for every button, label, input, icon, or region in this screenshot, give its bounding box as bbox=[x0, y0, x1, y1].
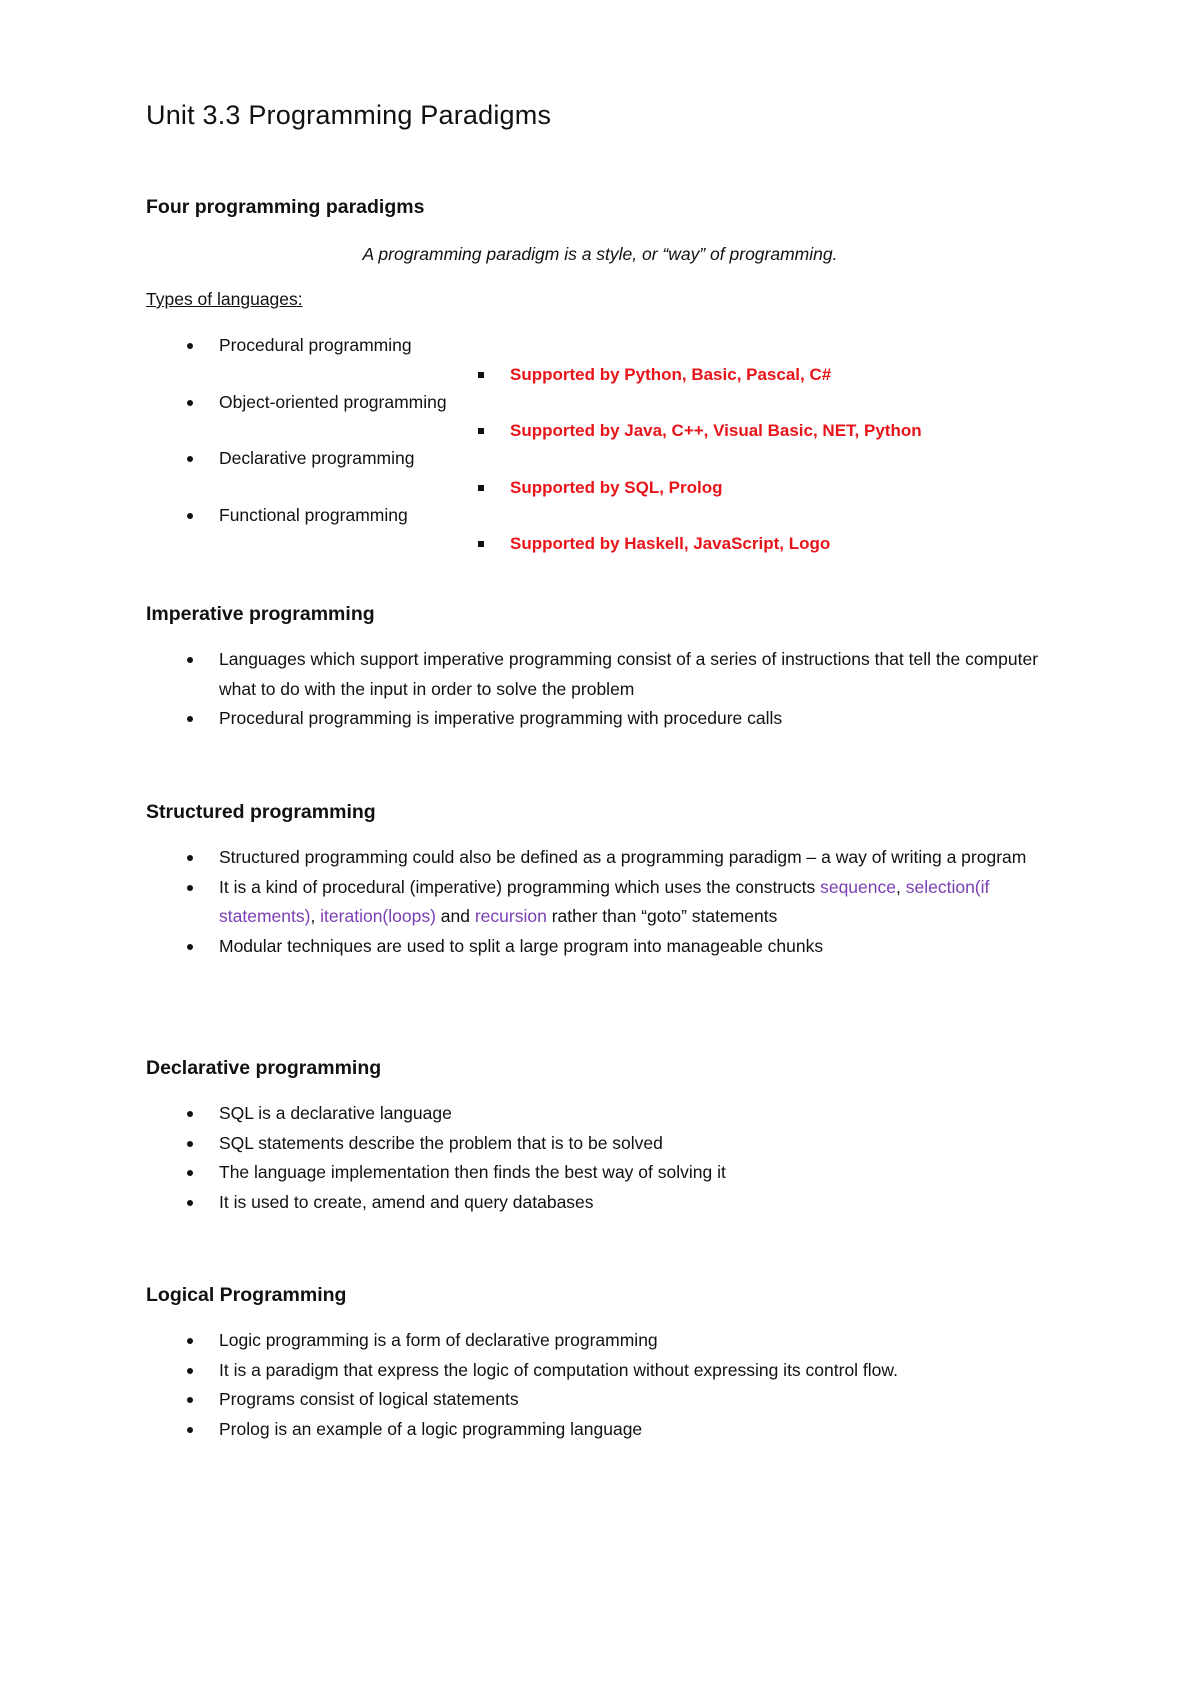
bullet-text: Procedural programming is imperative programming with procedure calls bbox=[219, 708, 783, 728]
support-text: Supported by SQL, Prolog bbox=[510, 477, 723, 497]
bullet-icon bbox=[187, 1338, 193, 1344]
separator-text: and bbox=[435, 906, 475, 926]
list-item bbox=[0, 843, 1200, 873]
separator-text: , bbox=[896, 876, 906, 897]
support-note bbox=[219, 474, 1060, 501]
bullet-icon bbox=[187, 855, 193, 861]
list-item bbox=[0, 1129, 1200, 1159]
list-item bbox=[0, 1099, 1200, 1129]
bullet-text: Languages which support imperative programming consist of a series of instructions that tell the computer what to do with the input in order to solve the problem bbox=[219, 649, 1039, 699]
list-item bbox=[0, 932, 1200, 962]
paradigm-label: Object-oriented programming bbox=[219, 391, 447, 412]
list-item bbox=[0, 444, 1200, 501]
bullet-icon bbox=[187, 657, 193, 663]
bullet-text: Logic programming is a form of declarative programming bbox=[219, 1330, 658, 1350]
paradigm-list bbox=[0, 331, 1200, 557]
types-of-languages-label: Types of languages: bbox=[146, 289, 303, 309]
list-item bbox=[0, 1326, 1200, 1356]
section-heading-declarative: Declarative programming bbox=[146, 1057, 382, 1079]
section-heading-logical: Logical Programming bbox=[146, 1284, 347, 1306]
bullet-text: It is used to create, amend and query databases bbox=[219, 1191, 594, 1212]
separator-text: , bbox=[310, 906, 321, 926]
list-item bbox=[0, 645, 1200, 704]
list-item bbox=[0, 1356, 1200, 1386]
list-item bbox=[0, 873, 1200, 932]
bullet-text: The language implementation then finds the best way of solving it bbox=[219, 1162, 726, 1182]
construct-iteration: iteration(loops) bbox=[320, 906, 436, 926]
section-heading-imperative: Imperative programming bbox=[146, 603, 375, 625]
square-bullet-icon bbox=[478, 372, 484, 378]
list-item bbox=[0, 1415, 1200, 1445]
bullet-icon bbox=[187, 1111, 193, 1117]
bullet-text-suffix: rather than “goto” statements bbox=[546, 906, 778, 926]
section-heading-structured: Structured programming bbox=[146, 801, 376, 823]
list-item bbox=[0, 1385, 1200, 1415]
bullet-icon bbox=[187, 1200, 193, 1206]
bullet-icon bbox=[187, 1368, 193, 1374]
paradigm-label: Procedural programming bbox=[219, 335, 412, 355]
bullet-icon bbox=[187, 343, 193, 349]
list-item bbox=[0, 388, 1200, 445]
support-text: Supported by Java, C++, Visual Basic, NET, Python bbox=[510, 421, 922, 440]
list-item bbox=[0, 704, 1200, 734]
support-note bbox=[219, 361, 1060, 388]
bullet-icon bbox=[187, 1141, 193, 1147]
support-note bbox=[219, 417, 1060, 444]
bullet-icon bbox=[187, 456, 193, 462]
bullet-text: SQL statements describe the problem that is to be solved bbox=[219, 1132, 663, 1153]
bullet-icon bbox=[187, 1397, 193, 1403]
support-text: Supported by Python, Basic, Pascal, C# bbox=[510, 364, 832, 384]
support-note bbox=[219, 530, 1060, 557]
declarative-list bbox=[0, 1099, 1200, 1217]
list-item bbox=[0, 331, 1200, 388]
bullet-icon bbox=[187, 885, 193, 891]
list-item bbox=[0, 501, 1200, 558]
square-bullet-icon bbox=[478, 541, 484, 547]
support-text: Supported by Haskell, JavaScript, Logo bbox=[510, 534, 831, 553]
paradigm-label: Functional programming bbox=[219, 504, 408, 525]
bullet-text: Prolog is an example of a logic programming language bbox=[219, 1418, 643, 1439]
bullet-icon bbox=[187, 513, 193, 519]
bullet-text: Programs consist of logical statements bbox=[219, 1389, 519, 1409]
bullet-icon bbox=[187, 1427, 193, 1433]
logical-list bbox=[0, 1326, 1200, 1444]
construct-recursion: recursion bbox=[474, 906, 547, 926]
square-bullet-icon bbox=[478, 485, 484, 491]
square-bullet-icon bbox=[478, 428, 484, 434]
section-heading-four-paradigms: Four programming paradigms bbox=[146, 196, 425, 218]
bullet-icon bbox=[187, 1170, 193, 1176]
page-title: Unit 3.3 Programming Paradigms bbox=[146, 100, 552, 130]
structured-list bbox=[0, 843, 1200, 961]
imperative-list bbox=[0, 645, 1200, 734]
bullet-text: SQL is a declarative language bbox=[219, 1103, 452, 1123]
bullet-icon bbox=[187, 944, 193, 950]
bullet-text: Structured programming could also be defined as a programming paradigm – a way of writing a program bbox=[219, 847, 1027, 867]
list-item bbox=[0, 1188, 1200, 1218]
bullet-text: Modular techniques are used to split a large program into manageable chunks bbox=[219, 935, 824, 956]
bullet-text: It is a paradigm that express the logic of computation without expressing its control flow. bbox=[219, 1359, 898, 1380]
list-item bbox=[0, 1158, 1200, 1188]
construct-selection: selection(if statements) bbox=[219, 876, 990, 926]
bullet-icon bbox=[187, 716, 193, 722]
construct-sequence: sequence bbox=[820, 876, 896, 897]
bullet-text-prefix: It is a kind of procedural (imperative) programming which uses the constructs bbox=[219, 876, 821, 897]
paradigm-definition: A programming paradigm is a style, or “way” of programming. bbox=[362, 244, 838, 264]
bullet-icon bbox=[187, 400, 193, 406]
paradigm-label: Declarative programming bbox=[219, 448, 415, 468]
